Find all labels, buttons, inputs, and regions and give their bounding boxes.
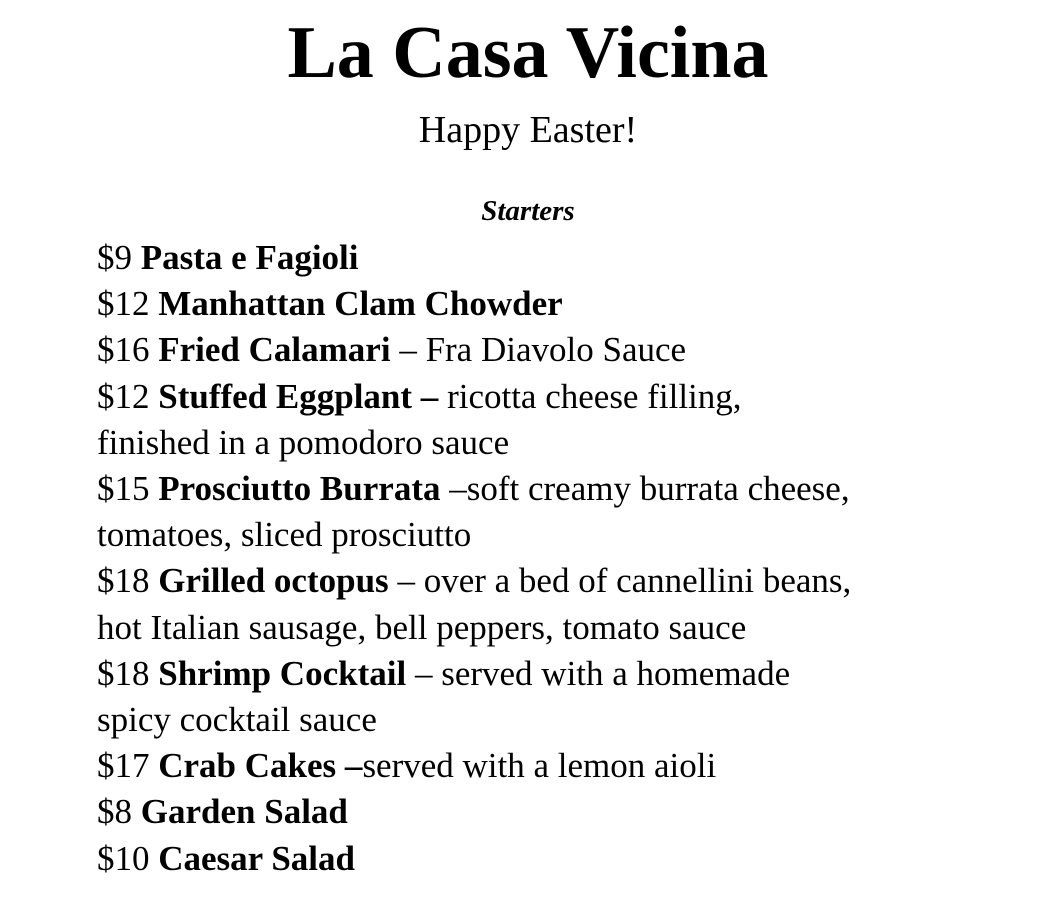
menu-item-name: Manhattan Clam Chowder bbox=[158, 284, 563, 324]
menu-item-manhattan-clam-chowder bbox=[97, 281, 997, 327]
menu-item-name: Shrimp Cocktail bbox=[158, 653, 407, 693]
menu-item-stuffed-eggplant bbox=[97, 374, 997, 466]
menu-item-name: Fried Calamari bbox=[158, 330, 391, 370]
menu-item-fried-calamari bbox=[97, 327, 997, 373]
menu-item-price: $18 bbox=[97, 561, 150, 601]
menu-item-price: $8 bbox=[97, 792, 132, 832]
menu-item-price: $10 bbox=[97, 838, 150, 878]
menu-item-description-continued: hot Italian sausage, bell peppers, tomato sauce bbox=[97, 607, 747, 647]
menu-item-crab-cakes bbox=[97, 743, 997, 789]
menu-item-name: Crab Cakes – bbox=[158, 746, 363, 786]
menu-item-description: –soft creamy burrata cheese, bbox=[440, 469, 850, 509]
menu-item-name: Pasta e Fagioli bbox=[140, 238, 359, 277]
menu-item-pasta-e-fagioli bbox=[97, 235, 997, 281]
menu-item-description: – over a bed of cannellini beans, bbox=[388, 561, 852, 601]
menu-item-shrimp-cocktail bbox=[97, 651, 997, 743]
menu-item-price: $18 bbox=[97, 653, 150, 693]
menu-item-name: Stuffed Eggplant – bbox=[158, 376, 439, 416]
menu-item-price: $9 bbox=[97, 238, 132, 277]
menu-item-description: ricotta cheese filling, bbox=[438, 376, 742, 416]
section-heading-starters: Starters bbox=[481, 195, 575, 227]
greeting: Happy Easter! bbox=[418, 109, 638, 151]
menu-item-description-continued: finished in a pomodoro sauce bbox=[97, 422, 510, 462]
menu-item-description: served with a lemon aioli bbox=[362, 746, 717, 786]
starters-menu-list bbox=[97, 235, 997, 882]
menu-item-name: Prosciutto Burrata bbox=[158, 469, 441, 509]
menu-item-price: $12 bbox=[97, 376, 150, 416]
menu-item-grilled-octopus bbox=[97, 558, 997, 650]
menu-item-prosciutto-burrata bbox=[97, 466, 997, 558]
menu-item-name: Garden Salad bbox=[140, 792, 348, 832]
menu-item-description-continued: tomatoes, sliced prosciutto bbox=[97, 515, 472, 555]
menu-item-description: – served with a homemade bbox=[406, 653, 791, 693]
menu-item-price: $17 bbox=[97, 746, 150, 786]
menu-item-description: – Fra Diavolo Sauce bbox=[390, 330, 687, 370]
menu-item-garden-salad bbox=[97, 789, 997, 835]
menu-item-name: Grilled octopus bbox=[158, 561, 389, 601]
menu-item-name: Caesar Salad bbox=[158, 838, 355, 878]
menu-item-price: $16 bbox=[97, 330, 150, 370]
menu-item-price: $15 bbox=[97, 469, 150, 509]
menu-item-description-continued: spicy cocktail sauce bbox=[97, 700, 377, 740]
menu-item-price: $12 bbox=[97, 284, 150, 324]
restaurant-name: La Casa Vicina bbox=[287, 12, 769, 94]
menu-item-caesar-salad bbox=[97, 836, 997, 882]
